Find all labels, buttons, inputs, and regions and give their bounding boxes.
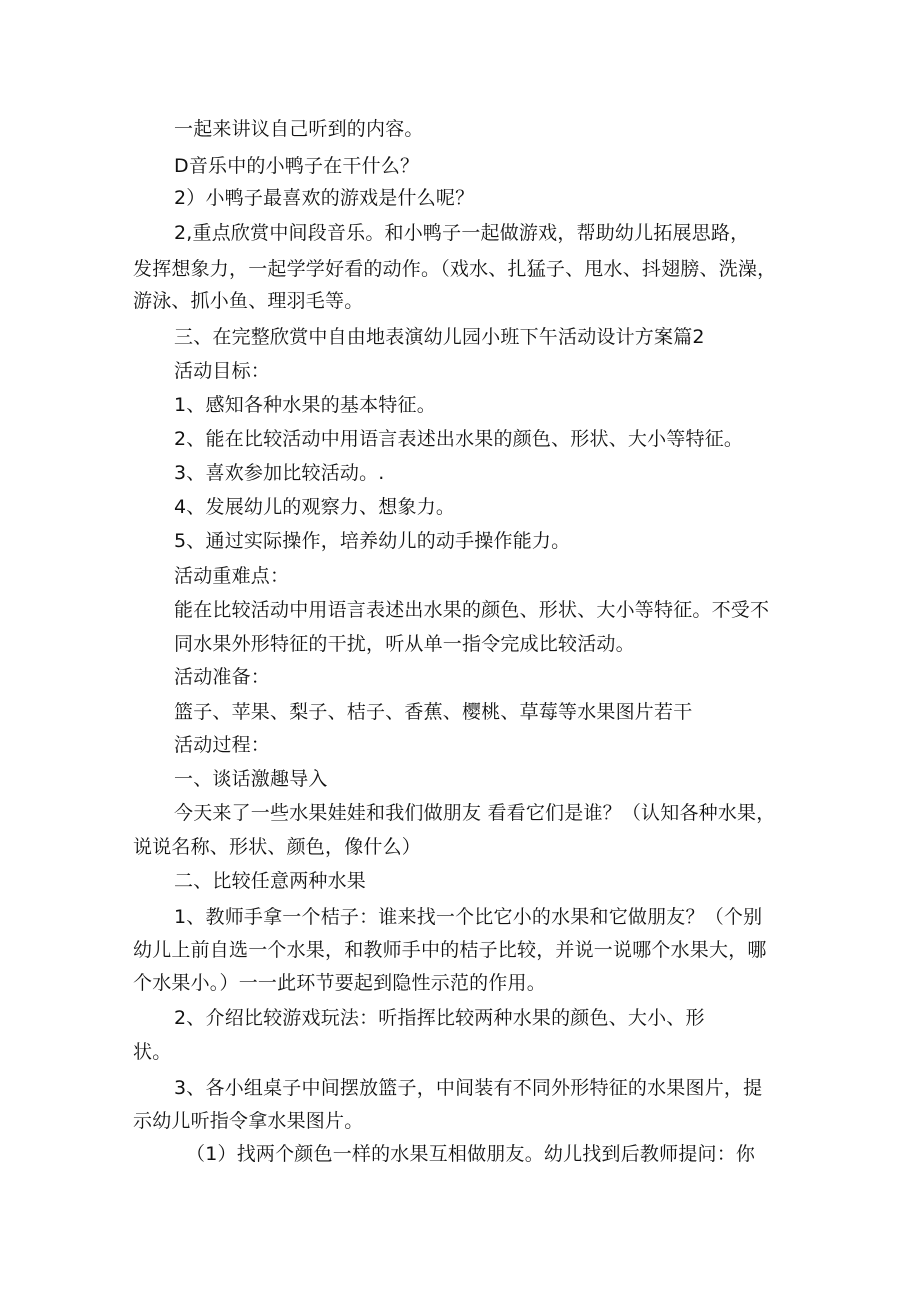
- subheading: 活动准备：: [174, 666, 271, 688]
- text-line: （1）找两个颜色一样的水果互相做朋友。幼儿找到后教师提问：你: [186, 1143, 756, 1165]
- text-line: D音乐中的小鸭子在干什么？: [174, 155, 420, 177]
- section-heading: 一、谈话激趣导入: [174, 768, 328, 790]
- text-line: 状。: [133, 1041, 172, 1063]
- list-item: 4、发展幼儿的观察力、想象力。: [174, 496, 456, 518]
- text-line: 2、介绍比较游戏玩法：听指挥比较两种水果的颜色、大小、形: [174, 1007, 705, 1029]
- list-item: 5、通过实际操作，培养幼儿的动手操作能力。: [174, 530, 571, 552]
- text-line: 今天来了一些水果娃娃和我们做朋友 看看它们是谁？（认知各种水果，: [174, 802, 776, 824]
- text-line: 一起来讲议自己听到的内容。: [174, 118, 424, 140]
- text-line: 同水果外形特征的干扰，听从单一指令完成比较活动。: [174, 633, 635, 655]
- text-line: 能在比较活动中用语言表述出水果的颜色、形状、大小等特征。不受不: [174, 599, 770, 621]
- subheading: 活动重难点：: [174, 565, 290, 587]
- section-heading: 三、在完整欣赏中自由地表演幼儿园小班下午活动设计方案篇2: [174, 326, 705, 348]
- text-line: 2）小鸭子最喜欢的游戏是什么呢？: [174, 187, 475, 209]
- section-heading: 二、比较任意两种水果: [174, 870, 367, 892]
- text-line: 幼儿上前自选一个水果，和教师手中的桔子比较，并说一说哪个水果大，哪: [133, 939, 767, 961]
- subheading: 活动过程：: [174, 734, 271, 756]
- text-line: 2,重点欣赏中间段音乐。和小鸭子一起做游戏，帮助幼儿拓展思路，: [174, 222, 750, 244]
- list-item: 2、能在比较活动中用语言表述出水果的颜色、形状、大小等特征。: [174, 428, 744, 450]
- text-line: 篮子、苹果、梨子、桔子、香蕉、樱桃、草莓等水果图片若干: [174, 701, 693, 723]
- list-item: 3、喜欢参加比较活动。.: [174, 462, 385, 484]
- text-line: 发挥想象力，一起学学好看的动作。（戏水、扎猛子、甩水、抖翅膀、洗澡，: [133, 258, 777, 280]
- text-line: 个水果小。）一一此环节要起到隐性示范的作用。: [133, 972, 546, 994]
- text-line: 示幼儿听指令拿水果图片。: [133, 1110, 364, 1132]
- subheading: 活动目标：: [174, 360, 271, 382]
- list-item: 1、感知各种水果的基本特征。: [174, 394, 436, 416]
- text-line: 说说名称、形状、颜色，像什么）: [133, 836, 422, 858]
- text-line: 1、教师手拿一个桔子：谁来找一个比它小的水果和它做朋友？（个别: [174, 906, 763, 928]
- text-line: 3、各小组桌子中间摆放篮子，中间装有不同外形特征的水果图片，提: [174, 1077, 763, 1099]
- text-line: 游泳、抓小鱼、理羽毛等。: [133, 290, 364, 312]
